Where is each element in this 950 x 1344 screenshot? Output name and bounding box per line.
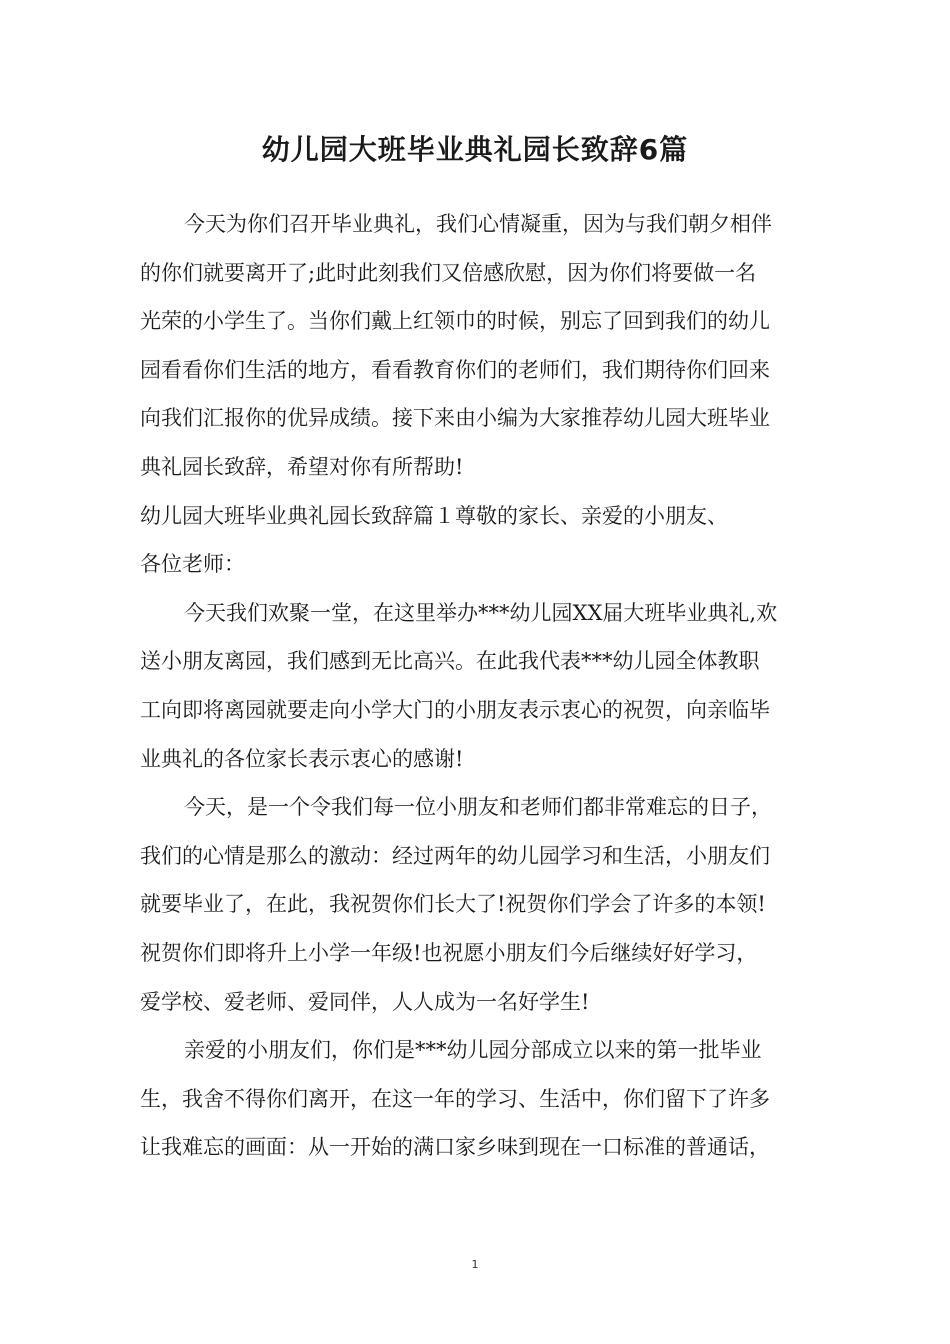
text-line: 祝贺你们即将升上小学一年级!也祝愿小朋友们今后继续好好学习， (140, 940, 758, 965)
text-line: 我们的心情是那么的激动：经过两年的幼儿园学习和生活，小朋友们 (140, 843, 770, 868)
text-line: 典礼园长致辞，希望对你有所帮助! (140, 454, 464, 479)
text-line: 工向即将离园就要走向小学大门的小朋友表示衷心的祝贺，向亲临毕 (140, 697, 770, 722)
text-line: 送小朋友离园，我们感到无比高兴。在此我代表***幼儿园全体教职 (140, 649, 760, 674)
section-heading-line: 幼儿园大班毕业典礼园长致辞篇１尊敬的家长、亲爱的小朋友、 (140, 503, 728, 528)
text-line: 今天我们欢聚一堂，在这里举办***幼儿园XX届大班毕业典礼,欢 (184, 600, 778, 625)
text-line: 业典礼的各位家长表示衷心的感谢! (140, 746, 464, 771)
page-number: 1 (471, 1258, 479, 1271)
text-line: 今天，是一个令我们每一位小朋友和老师们都非常难忘的日子， (184, 795, 772, 820)
text-line: 生，我舍不得你们离开，在这一年的学习、生活中，你们留下了许多 (140, 1086, 770, 1111)
text-line: 各位老师： (140, 552, 245, 577)
text-line: 的你们就要离开了;此时此刻我们又倍感欣慰，因为你们将要做一名 (140, 260, 757, 285)
text-line: 亲爱的小朋友们，你们是***幼儿园分部成立以来的第一批毕业 (184, 1038, 762, 1063)
text-line: 光荣的小学生了。当你们戴上红领巾的时候，别忘了回到我们的幼儿 (140, 309, 770, 334)
document-title: 幼儿园大班毕业典礼园长致辞6篇 (261, 133, 689, 166)
text-line: 向我们汇报你的优异成绩。接下来由小编为大家推荐幼儿园大班毕业 (140, 406, 770, 431)
text-line: 今天为你们召开毕业典礼，我们心情凝重，因为与我们朝夕相伴 (184, 212, 772, 236)
text-line: 让我难忘的画面：从一开始的满口家乡味到现在一口标准的普通话， (140, 1135, 770, 1160)
text-line: 园看看你们生活的地方，看看教育你们的老师们，我们期待你们回来 (140, 357, 770, 382)
text-line: 爱学校、爱老师、爱同伴，人人成为一名好学生! (140, 989, 590, 1014)
text-line: 就要毕业了，在此，我祝贺你们长大了!祝贺你们学会了许多的本领! (140, 892, 766, 917)
document-body (140, 200, 820, 1172)
